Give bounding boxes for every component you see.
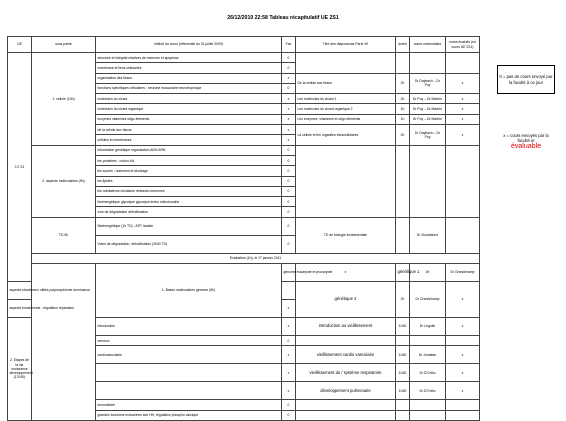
fac-cell: x — [282, 125, 296, 135]
nom-cell: Dr Puy – Dr Martinr — [410, 94, 446, 104]
diapo-title-cell: TD de biologie fondamentale — [296, 217, 396, 253]
ue-cell: 2.2 S1 — [8, 53, 32, 282]
fac-cell: 0 — [282, 186, 296, 196]
nom-cell: Dr Jondeau — [410, 346, 446, 364]
fac-cell: x — [282, 318, 296, 336]
eval-cell: x — [446, 73, 480, 94]
fac-cell: 0 — [282, 197, 296, 207]
nom-cell: Dr D'Ortho — [410, 382, 446, 400]
intitule-cell: aspects fonctionnels : régulation réparation — [8, 300, 32, 318]
diapo-title-cell: vieillissement du / système respiratoire — [296, 364, 396, 382]
duree-cell: 2h — [396, 73, 410, 94]
fac-cell — [282, 282, 296, 300]
intitule-cell: voie de dégradation détoxification — [96, 207, 282, 217]
eval-cell: x — [446, 104, 480, 114]
nom-cell: Dr Grandchamp — [446, 264, 480, 282]
nom-cell: Dr Puy – Dr Martinr — [410, 104, 446, 114]
intitule-cell: les protéines : codon AA — [96, 155, 282, 165]
eval-cell: x — [446, 114, 480, 124]
legend-sent-text: x = cours envoyés par la faculté et — [503, 133, 549, 144]
table-row — [8, 53, 480, 63]
intitule-cell: les lipides — [96, 176, 282, 186]
intitule-cell: membrane et liens cellulaires — [96, 63, 282, 73]
nom-cell: Dr Grandchamp — [410, 282, 446, 318]
evaluation-cell: Evaluation (1h), le 17 janvier 2011 — [32, 253, 480, 263]
duree-cell: 1h30 — [396, 382, 410, 400]
eval-cell: x — [446, 346, 480, 364]
intitule-cell: enzymes vitamines oligo-éléments — [96, 114, 282, 124]
evaluation-row — [8, 253, 480, 263]
nom-cell: Dr Vioublanne — [410, 217, 446, 253]
eval-cell: x — [446, 125, 480, 146]
duree-cell: 1h30 — [396, 364, 410, 382]
intitule-cell: de la cellule aux tissus — [96, 125, 282, 135]
fac-cell: x — [282, 364, 296, 382]
duree-cell: 1h30 — [396, 346, 410, 364]
sous-partie-cell: TD 5h — [32, 217, 96, 253]
diapo-title-cell: introduction au vieillissement — [296, 318, 396, 336]
table-row — [8, 145, 480, 155]
fac-cell: x — [282, 104, 296, 114]
fac-cell: 0 — [282, 207, 296, 217]
duree-cell: 1h30 — [396, 318, 410, 336]
header-nom-eval: noms évalués (en cours UE 2S1) — [446, 37, 480, 53]
diapo-title-cell: Les molécules du vivant 1 — [296, 94, 396, 104]
fac-cell: 0 — [282, 235, 296, 253]
intitule-cell: Bioénergétique (1h TD) : ATP, lactate — [96, 217, 282, 235]
diapo-title-cell: La cellule et les organites intracellulaires — [296, 125, 396, 146]
intitule-cell: nerveux — [96, 336, 282, 346]
nom-cell: Dr Daybach – Dr Puy — [410, 73, 446, 94]
intitule-cell: fonctions spécifiques cellulaires : neurone musculaire neurotrophique — [96, 83, 282, 93]
intitule-cell — [96, 382, 282, 400]
summary-table — [7, 36, 480, 421]
fac-cell: 0 — [282, 63, 296, 73]
eval-cell: x — [446, 364, 480, 382]
duree-cell: 2h — [396, 282, 410, 318]
duree-cell: 2h — [396, 94, 410, 104]
header-nom-univ: noms universitaire — [410, 37, 446, 53]
fac-cell: 0 — [282, 145, 296, 155]
diapo-title-cell: Les molécules du vivant organique 2 — [296, 104, 396, 114]
fac-cell: x — [282, 73, 296, 83]
intitule-cell: Voies de dégradation, détoxification (3h30 TD) — [96, 235, 282, 253]
nom-cell: Dr Puy – Dr Martinr — [410, 114, 446, 124]
intitule-cell: cellules et membranes — [96, 135, 282, 145]
intitule-cell: génome eucaryote et procaryote — [282, 264, 296, 282]
intitule-cell: structure et intégrité relatives de mémoire et apoptose — [96, 53, 282, 63]
sous-partie-cell: 1. cellule (10h) — [32, 53, 96, 146]
intitule-cell — [96, 364, 282, 382]
legend-not-sent: 0 = pas de cours envoyé par la faculté à ce jour — [497, 65, 555, 94]
eval-cell: x — [446, 282, 480, 318]
legend-sent — [497, 133, 555, 151]
nom-cell: Dr Daybach – Dr Puy — [410, 125, 446, 146]
intitule-cell: bioénergétique glycolyse glycolyse krebs mitochondrie — [96, 197, 282, 207]
sous-partie-cell: 2. aspects moléculaires (9h) — [32, 145, 96, 217]
legend-evaluable: évaluable — [511, 143, 541, 151]
fac-cell: x — [282, 114, 296, 124]
duree-cell: 2h — [410, 264, 446, 282]
header-intitule: Intitulé du cours (référentiel du 31 juillet 2009) — [96, 37, 282, 53]
header-duree: durée — [396, 37, 410, 53]
intitule-cell: molécules du vivant — [96, 94, 282, 104]
fac-cell: x — [282, 300, 296, 318]
fac-cell: 0 — [282, 410, 296, 420]
eval-cell: x — [446, 94, 480, 104]
table-row — [8, 264, 480, 282]
intitule-cell: cardiovasculaire — [96, 346, 282, 364]
duree-cell: 2h — [396, 125, 410, 146]
document-title: 26/12/2010 22:58 Tableau récapitulatif UE 2S1 — [227, 15, 339, 21]
fac-cell: 0 — [282, 336, 296, 346]
diapo-title-cell: vieillissement cardio vasculaire — [296, 346, 396, 364]
fac-cell: 0 — [282, 155, 296, 165]
intitule-cell: immunitaire — [96, 400, 282, 410]
fac-cell: x — [282, 346, 296, 364]
diapo-title-cell: De la cellule aux tissus — [296, 73, 396, 94]
intitule-cell: grandes fonctions endocrines axe HH, régulation phospho calcique — [96, 410, 282, 420]
sous-partie-cell: 2. Etapes de la vie croissance développement (17h30) — [8, 318, 32, 421]
eval-cell: x — [446, 318, 480, 336]
diapo-title-cell: génétique 1 — [396, 264, 410, 282]
diapo-title-cell: génétique 2 — [296, 282, 396, 318]
intitule-cell: information génétique organisation ADN ARN — [96, 145, 282, 155]
fac-cell: 0 — [282, 217, 296, 235]
fac-cell: x — [282, 135, 296, 145]
intitule-cell: molécules du vivant organique — [96, 104, 282, 114]
fac-cell: 0 — [282, 400, 296, 410]
fac-cell: 0 — [282, 53, 296, 63]
header-sous-partie: sous partie — [32, 37, 96, 53]
sous-partie-cell: 1. Bases moléculaires génome (5h) — [96, 264, 282, 318]
diapo-title-cell: Les enzymes, vitamines et oligo éléments — [296, 114, 396, 124]
eval-cell: x — [446, 382, 480, 400]
duree-cell: 1h — [396, 104, 410, 114]
header-fac: Fac — [282, 37, 296, 53]
header-ue: UE — [8, 37, 32, 53]
nom-cell: Dr Legoile — [410, 318, 446, 336]
fac-cell: 0 — [282, 176, 296, 186]
duree-cell: 1h — [396, 114, 410, 124]
header-titre-diapo: Titre des diaporamas Paris VII — [296, 37, 396, 53]
intitule-cell: les médiateurs circulants récitants hormones — [96, 186, 282, 196]
nom-cell: Dr D'Ortho — [410, 364, 446, 382]
intitule-cell: organisation des tissus — [96, 73, 282, 83]
fac-cell: x — [282, 382, 296, 400]
diapo-title-cell: développement pulmonaire — [296, 382, 396, 400]
header-row — [8, 37, 480, 53]
table-row — [8, 217, 480, 235]
fac-cell: 0 — [282, 166, 296, 176]
fac-cell: x — [282, 94, 296, 104]
intitule-cell: aspects structuraux utiliés polymorphisme dominance — [8, 282, 32, 300]
fac-cell: 0 — [282, 83, 296, 93]
fac-cell: x — [296, 264, 396, 282]
intitule-cell: les sucres : nutriment et stockage — [96, 166, 282, 176]
intitule-cell: introduction — [96, 318, 282, 336]
